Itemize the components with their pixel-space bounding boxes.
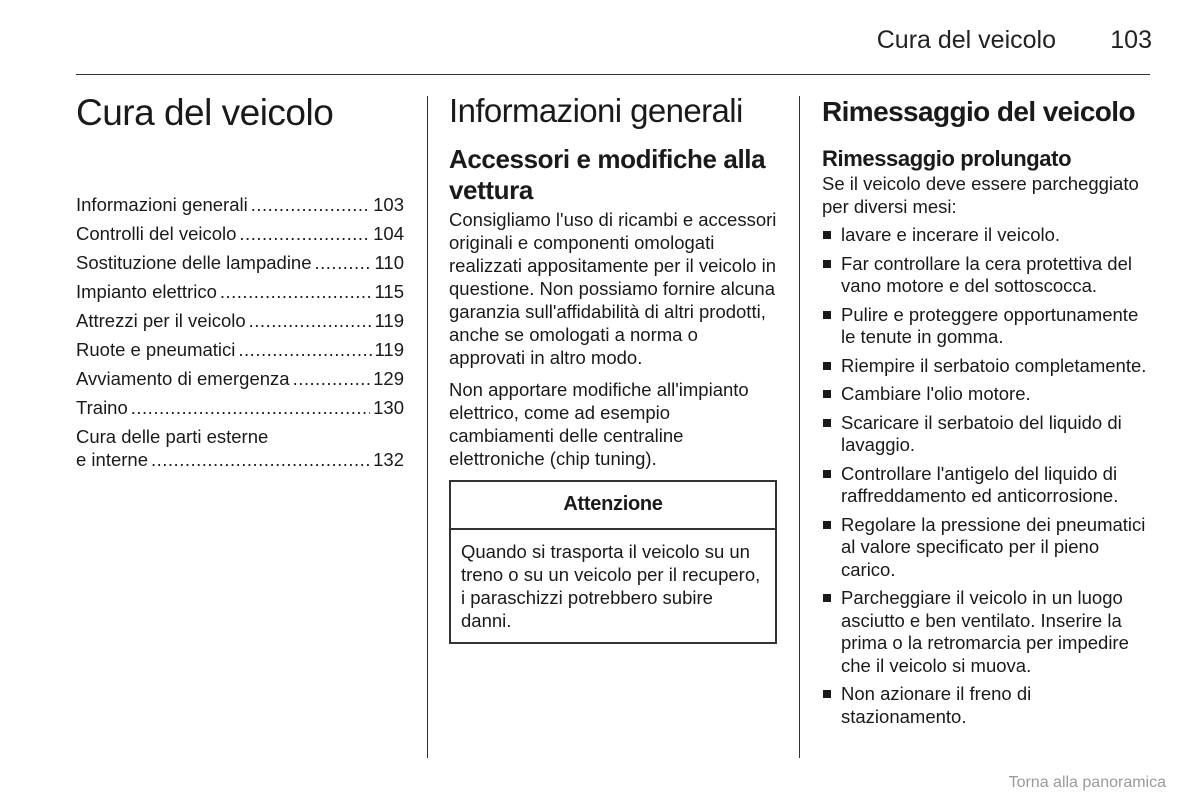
toc-page: 104 (373, 223, 404, 244)
toc-leader (251, 190, 370, 219)
list-item-text: Non azionare il freno di stazionamento. (841, 683, 1032, 727)
section-title: Informazioni generali (449, 92, 743, 129)
toc-leader (238, 335, 371, 364)
list-item (822, 587, 1152, 677)
toc-page: 129 (373, 368, 404, 389)
column-divider (799, 96, 800, 758)
bullet-icon (823, 260, 831, 268)
header-rule (76, 74, 1150, 75)
toc-leader (131, 393, 370, 422)
bullet-icon (823, 594, 831, 602)
paragraph: Non apportare modifiche all'impianto elettrico, come ad esempio cambiamenti delle centraline elettroniche (chip tuning). (449, 379, 749, 469)
toc-label: Sostituzione delle lampadine (76, 252, 312, 273)
list-item (822, 224, 1152, 247)
list-item-text: Parcheggiare il veicolo in un luogo asciutto e ben ventilato. Inserire la prima o la retromarcia per impedire che il veicolo si muova. (841, 587, 1129, 676)
toc-leader (220, 277, 372, 306)
toc-entry[interactable] (76, 306, 404, 335)
header-section-title: Cura del veicolo (876, 26, 1056, 54)
warning-heading: Attenzione (451, 482, 775, 530)
toc-leader (151, 448, 370, 471)
toc-entry[interactable] (76, 364, 404, 393)
subsection-title: Rimessaggio prolungato (822, 146, 1072, 171)
paragraph: Se il veicolo deve essere parcheggiato per diversi mesi: (822, 173, 1139, 217)
warning-text: Quando si trasporta il veicolo su un treno o su un veicolo per il recupero, i paraschizzi potrebbero subire danni. (461, 541, 761, 631)
list-item (822, 253, 1152, 298)
toc-page: 119 (374, 339, 404, 360)
list-item (822, 412, 1152, 457)
column-divider (427, 96, 428, 758)
toc-label: Ruote e pneumatici (76, 339, 236, 360)
bullet-icon (823, 690, 831, 698)
section-title: Rimessaggio del veicolo (822, 96, 1135, 127)
list-item (822, 514, 1152, 582)
warning-box (449, 480, 777, 644)
subsection-title: Accessori e modifiche alla vettura (449, 144, 766, 205)
bullet-icon (823, 521, 831, 529)
list-item (822, 304, 1152, 349)
bullet-icon (823, 470, 831, 478)
list-item-text: lavare e incerare il veicolo. (841, 224, 1061, 245)
toc-entry[interactable] (76, 425, 404, 471)
toc-label: Informazioni generali (76, 194, 248, 215)
toc-entry[interactable] (76, 248, 404, 277)
toc-label: Controlli del veicolo (76, 223, 237, 244)
toc-leader (293, 364, 371, 393)
toc-page: 110 (374, 252, 404, 273)
bullet-icon (823, 231, 831, 239)
back-to-overview-link[interactable]: Torna alla panoramica (1008, 774, 1166, 791)
list-item (822, 383, 1152, 406)
bullet-icon (823, 390, 831, 398)
chapter-title: Cura del veicolo (76, 92, 334, 133)
toc-label: Impianto elettrico (76, 281, 217, 302)
toc-page: 119 (374, 310, 404, 331)
toc-entry[interactable] (76, 190, 404, 219)
toc-page: 130 (373, 397, 404, 418)
toc-leader (249, 306, 372, 335)
list-item (822, 355, 1152, 378)
toc-label: Attrezzi per il veicolo (76, 310, 246, 331)
toc-page: 132 (373, 449, 404, 470)
paragraph: Consigliamo l'uso di ricambi e accessori originali e componenti omologati realizzati appositamente per il veicolo in questione. Non possiamo fornire alcuna garanzia sull'affidabilità di altri prodotti, anche se omologati a norma o approvati in altro modo. (449, 209, 777, 368)
bullet-icon (823, 419, 831, 427)
toc-page: 115 (374, 281, 404, 302)
table-of-contents (76, 190, 404, 471)
toc-label-line1: Cura delle parti esterne (76, 426, 269, 447)
bullet-list (822, 224, 1152, 728)
toc-entry[interactable] (76, 335, 404, 364)
list-item-text: Riempire il serbatoio completamente. (841, 354, 1147, 376)
bullet-icon (823, 362, 831, 370)
toc-entry[interactable] (76, 219, 404, 248)
toc-label: e interne (76, 449, 148, 470)
list-item-text: Scaricare il serbatoio del liquido di lavaggio. (841, 411, 1122, 455)
toc-leader (239, 219, 370, 248)
running-header (76, 24, 1152, 56)
toc-label: Traino (76, 397, 128, 418)
list-item-text: Controllare l'antigelo del liquido di raffreddamento ed anticorrosione. (841, 462, 1119, 506)
list-item (822, 683, 1152, 728)
list-item-text: Far controllare la cera protettiva del vano motore e del sottoscocca. (841, 252, 1132, 296)
list-item-text: Pulire e proteggere opportunamente le tenute in gomma. (841, 303, 1139, 347)
bullet-icon (823, 311, 831, 319)
list-item-text: Regolare la pressione dei pneumatici al valore specificato per il pieno carico. (841, 513, 1146, 580)
page-number: 103 (1110, 26, 1152, 54)
toc-leader (315, 248, 372, 277)
toc-label: Avviamento di emergenza (76, 368, 290, 389)
chapter-column (76, 92, 404, 471)
toc-entry[interactable] (76, 393, 404, 422)
toc-page: 103 (373, 194, 404, 215)
general-info-column (449, 92, 779, 644)
storage-column (822, 92, 1152, 734)
toc-entry[interactable] (76, 277, 404, 306)
list-item-text: Cambiare l'olio motore. (841, 383, 1031, 404)
list-item (822, 463, 1152, 508)
